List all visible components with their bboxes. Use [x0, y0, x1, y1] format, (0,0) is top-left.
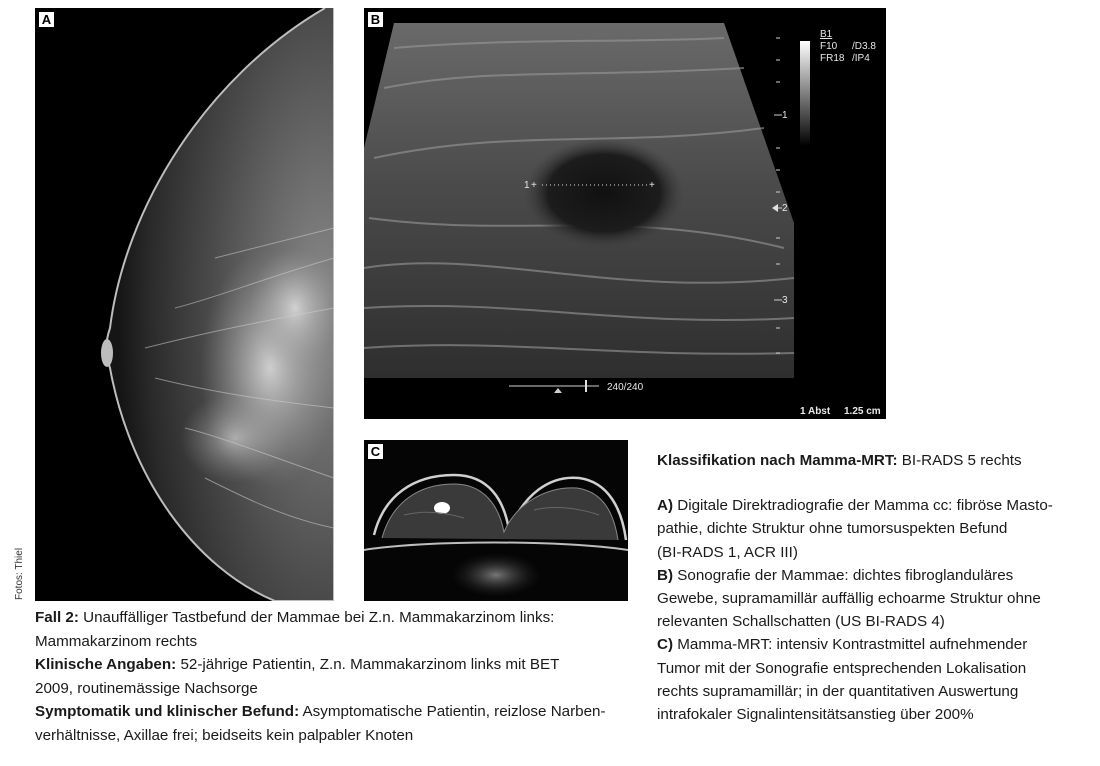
f-label: F10 [820, 41, 838, 52]
d-label: /D3.8 [852, 41, 876, 52]
probe-label: B1 [820, 29, 833, 40]
clinical-line-2: 2009, routinemässige Nachsorge [35, 679, 258, 697]
mammogram-graphic [35, 8, 334, 601]
symptoms-line-2: verhältnisse, Axillae frei; beidseits kein palpabler Knoten [35, 726, 414, 744]
mrt-classification: Klassifikation nach Mamma-MRT: BI-RADS 5 rechts [657, 452, 1022, 469]
panel-label-b: B [367, 11, 384, 28]
legend-b-line-2: Gewebe, supramamillär auffällig echoarme Struktur ohne [657, 590, 1041, 608]
legend-b-line-3: relevanten Schallschatten (US BI-RADS 4) [657, 613, 945, 631]
panel-label-c: C [367, 443, 384, 460]
depth-mark-3: 3 [782, 295, 788, 306]
case-line-2: Mammakarzinom rechts [35, 632, 198, 650]
mammogram-image [35, 8, 334, 601]
legend-a-line-3: (BI-RADS 1, ACR III) [657, 543, 798, 561]
measurement-label: 1 Abst [800, 406, 831, 417]
legend-c-line-3: rechts supramamillär; in der quantitativen Auswertung [657, 682, 1019, 700]
photo-credit: Fotos: Thiel [14, 547, 25, 600]
caption-left [35, 606, 635, 747]
legend-a-line-2: pathie, dichte Struktur ohne tumorsuspekten Befund [657, 520, 1008, 538]
ultrasound-graphic [364, 8, 886, 419]
panel-label-a: A [38, 11, 55, 28]
legend-c-line-4: intrafokaler Signalintensitätsanstieg über 200% [657, 706, 974, 724]
caliper-end-mark: + [649, 180, 655, 191]
frame-counter: 240/240 [607, 382, 644, 393]
caption-right [657, 449, 1087, 726]
mri-image [364, 440, 628, 601]
depth-mark-2: 2 [782, 203, 788, 214]
measurement-value: 1.25 cm [844, 406, 881, 417]
clinical-line: Klinische Angaben: 52-jährige Patientin, Z.n. Mammakarzinom links mit BET [35, 656, 560, 673]
caliper-number: 1 [524, 180, 530, 191]
caliper-start-mark: + [531, 180, 537, 191]
legend-c-line-2: Tumor mit der Sonografie entsprechenden Lokalisation [657, 659, 1027, 677]
ultrasound-image [364, 8, 886, 419]
grayscale-bar [800, 41, 810, 146]
case-line: Fall 2: Unauffälliger Tastbefund der Mammae bei Z.n. Mammakarzinom links: [35, 609, 555, 626]
legend-a-line: A) Digitale Direktradiografie der Mamma cc: fibröse Masto- [657, 497, 1053, 515]
fr-label: FR18 [820, 53, 845, 64]
depth-mark-1: 1 [782, 110, 788, 121]
ip-label: /IP4 [852, 53, 870, 64]
mri-graphic [364, 440, 628, 601]
legend-b-line: B) Sonografie der Mammae: dichtes fibroglanduläres [657, 566, 1014, 584]
legend-c-line: C) Mamma-MRT: intensiv Kontrastmittel aufnehmender [657, 636, 1028, 654]
symptoms-line: Symptomatik und klinischer Befund: Asymptomatische Patientin, reizlose Narben- [35, 703, 606, 720]
